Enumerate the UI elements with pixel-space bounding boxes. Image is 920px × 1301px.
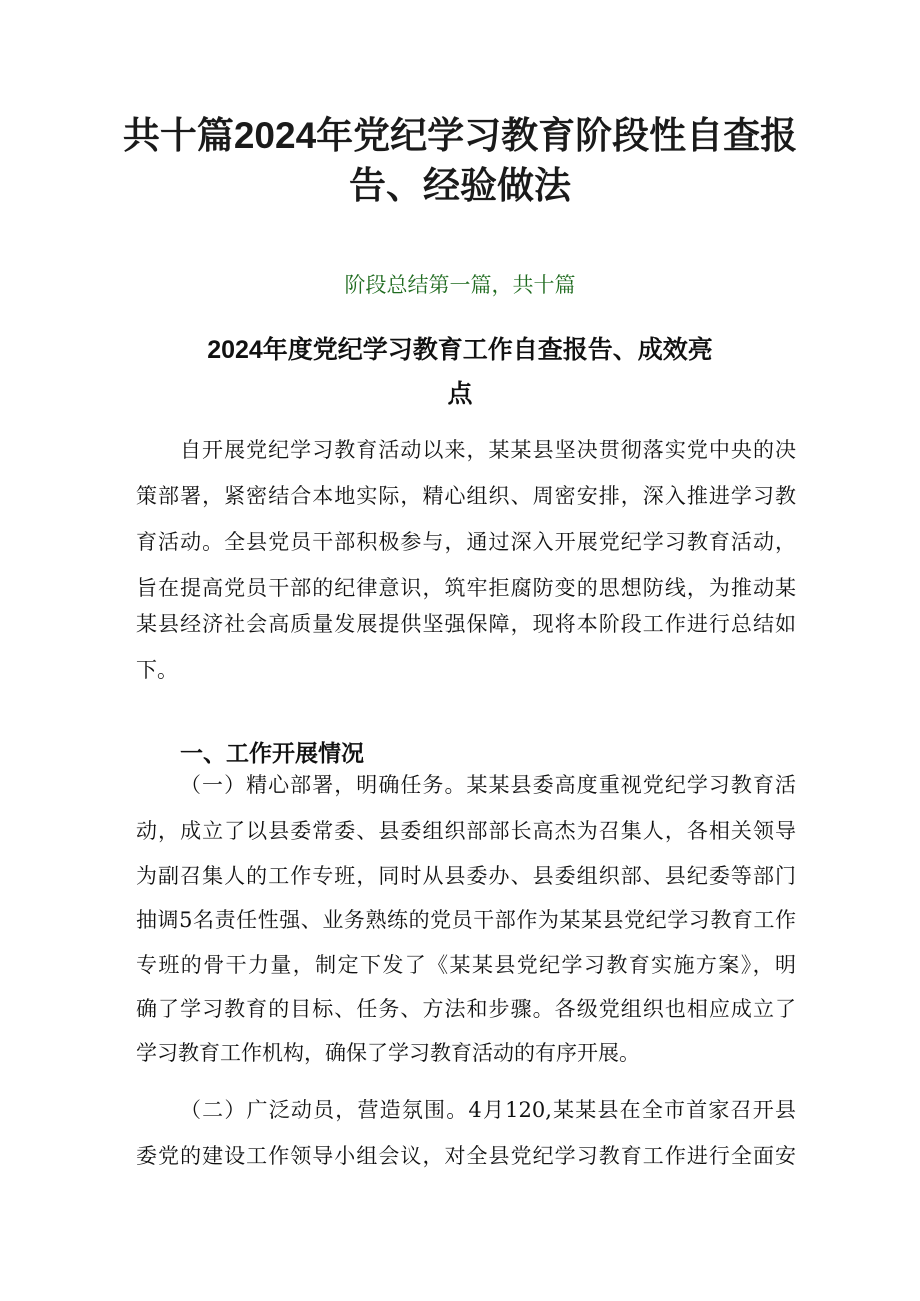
paragraph-line: （二）广泛动员，营造氛围。4月120,某某县在全市首家召开县 [180, 1098, 796, 1122]
paragraph-line: 动，成立了以县委常委、县委组织部部长高杰为召集人，各相关领导 [136, 819, 796, 843]
paragraph-line: 确了学习教育的目标、任务、方法和步骤。各级党组织也相应成立了 [136, 997, 796, 1021]
paragraph-line: 育活动。全县党员干部积极参与，通过深入开展党纪学习教育活动， [136, 530, 796, 554]
paragraph-line: 为副召集人的工作专班，同时从县委办、县委组织部、县纪委等部门 [136, 864, 796, 888]
paragraph-line: 策部署，紧密结合本地实际，精心组织、周密安排，深入推进学习教 [136, 484, 796, 508]
paragraph-line: 委党的建设工作领导小组会议，对全县党纪学习教育工作进行全面安 [136, 1144, 796, 1168]
paragraph-line: 抽调5名责任性强、业务熟练的党员干部作为某某县党纪学习教育工作 [136, 908, 796, 932]
paragraph-line: 专班的骨干力量，制定下发了《某某县党纪学习教育实施方案》，明 [136, 953, 796, 977]
section-title-line-2: 点 [447, 380, 473, 408]
paragraph-line: 学习教育工作机构，确保了学习教育活动的有序开展。 [136, 1041, 640, 1065]
section-title-line-1: 2024年度党纪学习教育工作自查报告、成效亮 [207, 336, 713, 364]
document-subtitle: 阶段总结第一篇，共十篇 [344, 273, 576, 297]
paragraph-line: 某县经济社会高质量发展提供坚强保障，现将本阶段工作进行总结如 [136, 612, 796, 636]
document-title-line-1: 共十篇2024年党纪学习教育阶段性自查报 [122, 115, 798, 156]
section-heading: 一、工作开展情况 [180, 740, 364, 766]
paragraph-line: 下。 [136, 658, 178, 682]
paragraph-line: 自开展党纪学习教育活动以来，某某县坚决贯彻落实党中央的决 [180, 438, 796, 462]
document-title-line-2: 告、经验做法 [349, 165, 571, 206]
paragraph-line: 旨在提高党员干部的纪律意识，筑牢拒腐防变的思想防线，为推动某 [136, 576, 796, 600]
paragraph-line: （一）精心部署，明确任务。某某县委高度重视党纪学习教育活 [180, 773, 796, 797]
